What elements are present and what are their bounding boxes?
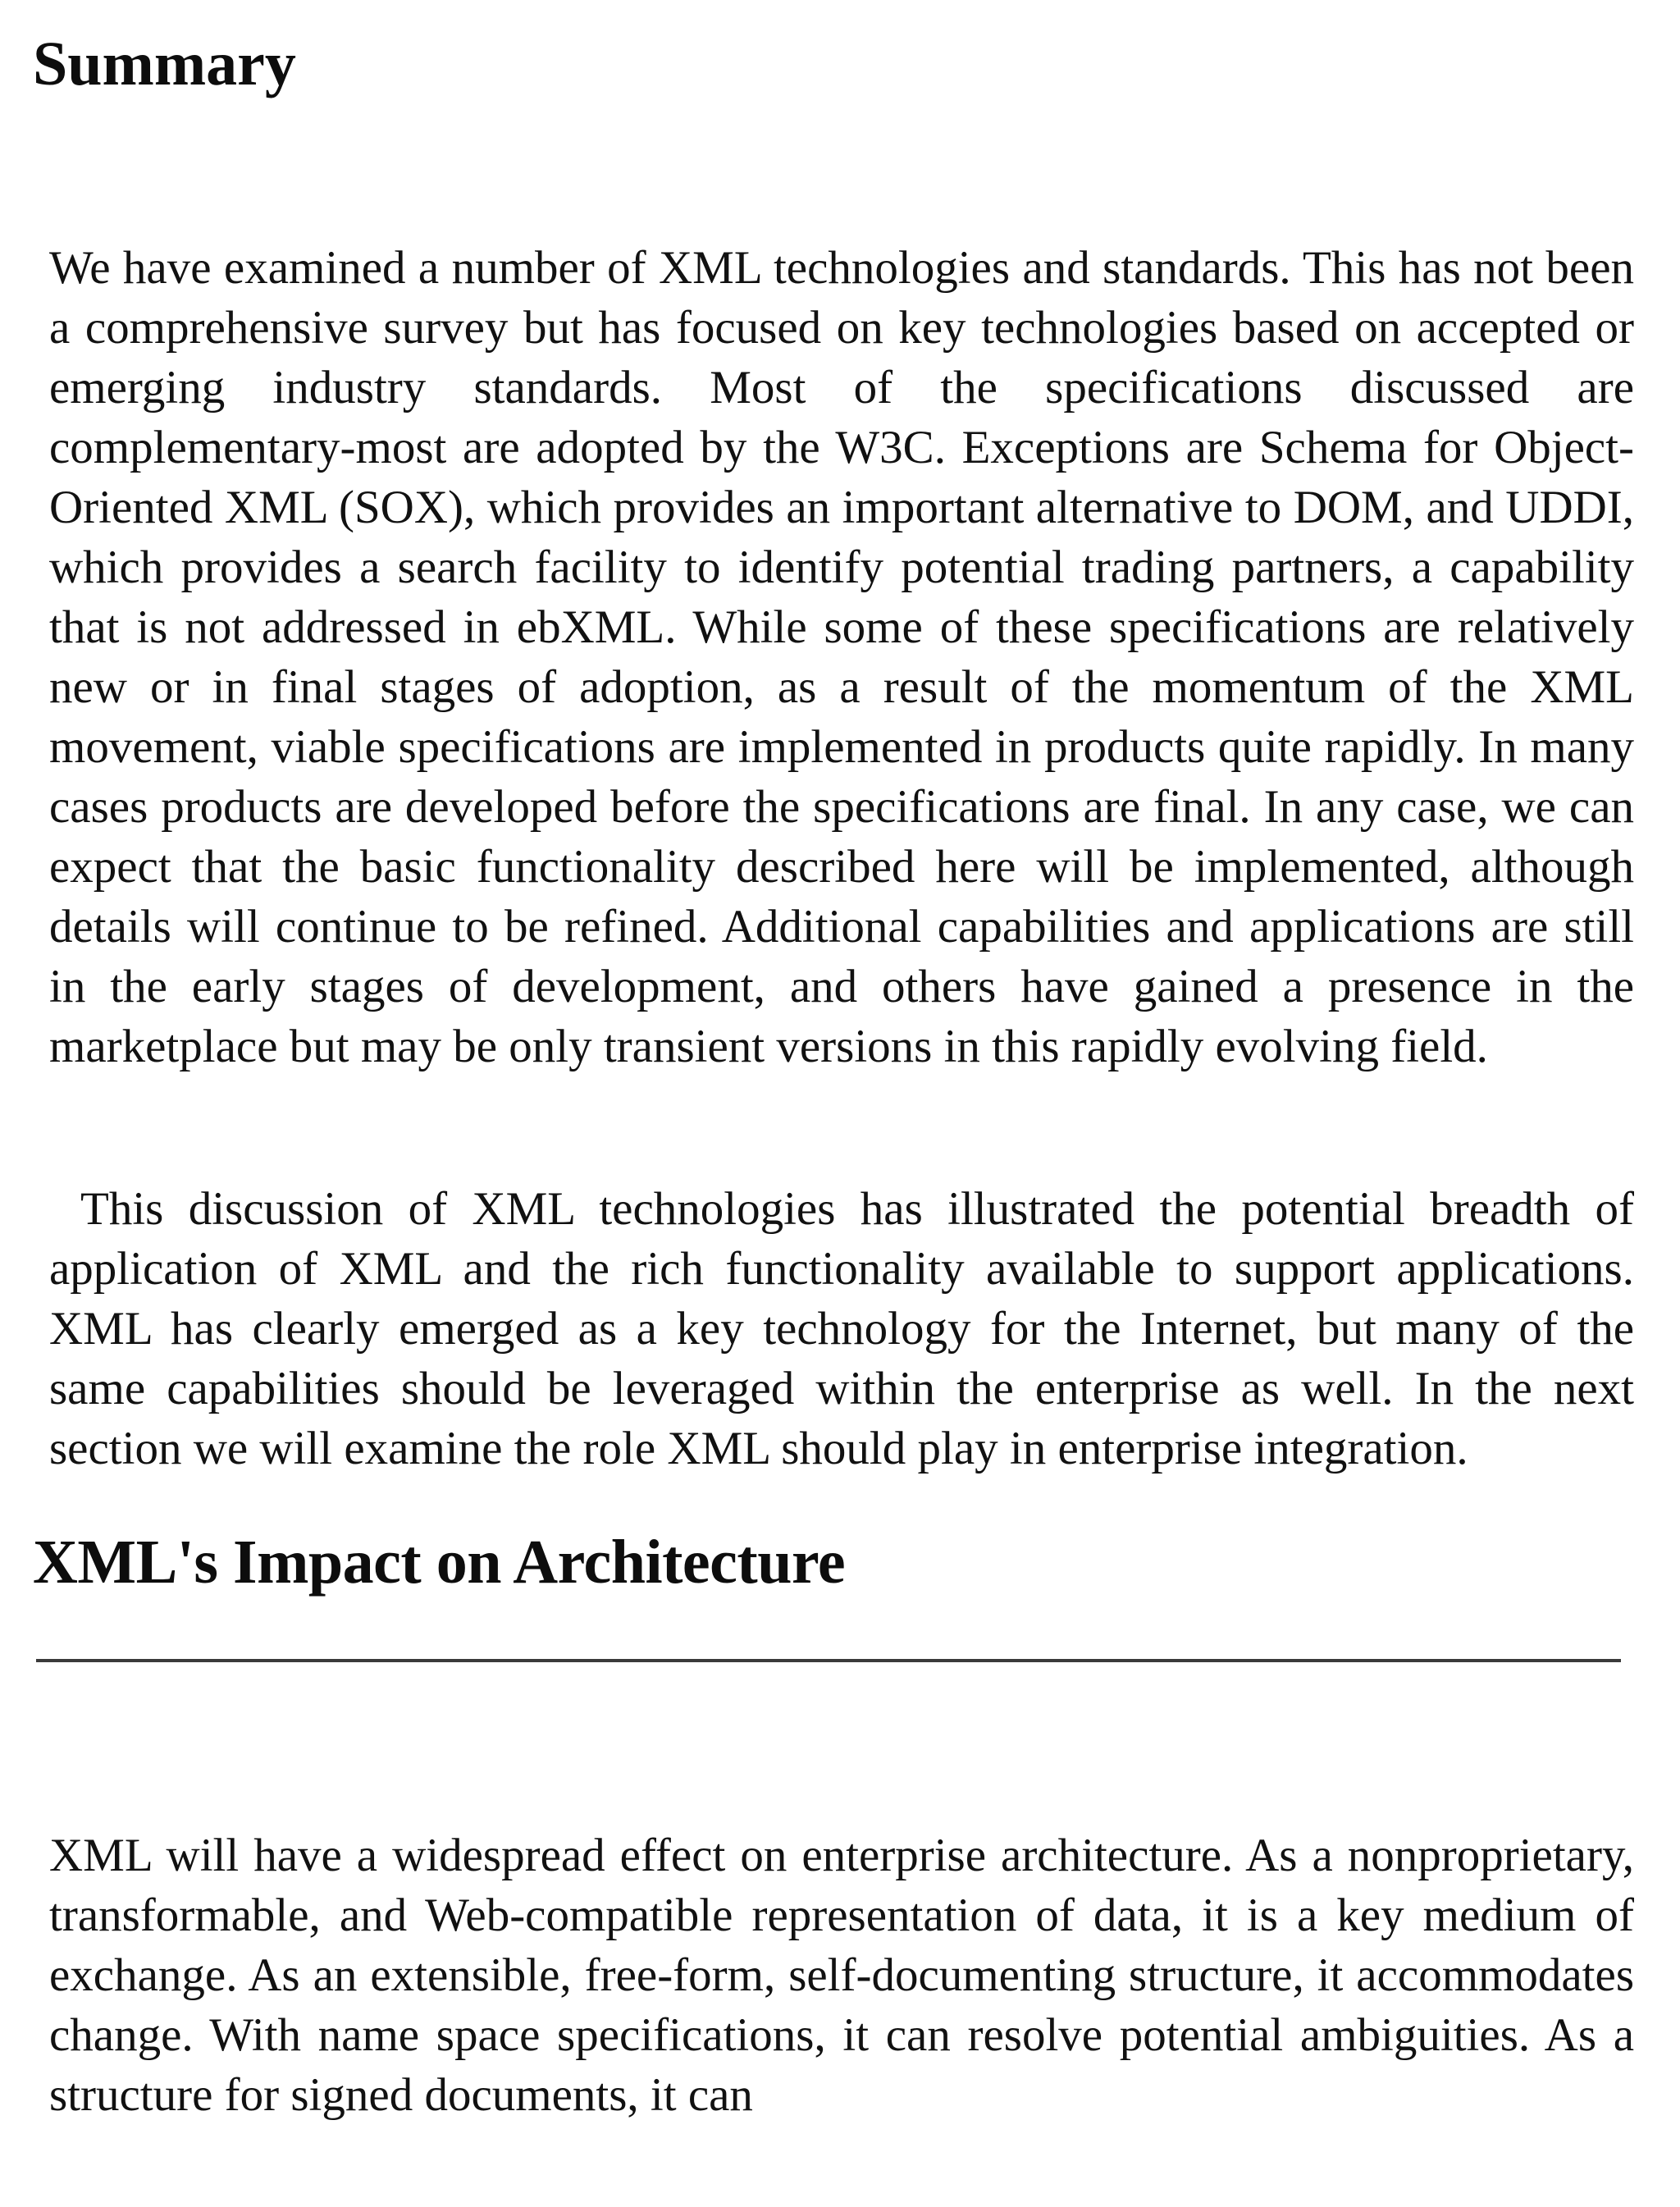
section-title-summary: Summary bbox=[33, 30, 296, 98]
impact-paragraph-1: XML will have a widespread effect on enterprise architecture. As a nonproprietary, transformable, and Web-compatible representation of data, it is a key medium of exchange. As an extensible, free-form, self-documenting structure, it accommodates change. With name space specifications, it can resolve potential ambiguities. As a structure for signed documents, it can bbox=[49, 1830, 1634, 2121]
summary-paragraph-1: We have examined a number of XML technologies and standards. This has not been a comprehensive survey but has focused on key technologies based on accepted or emerging industry standards. Most of the specifications discussed are complementary-most are adopted by the W3C. Exceptions are Schema for Object-Oriented XML (SOX), which provides an important alternative to DOM, and UDDI, which provides a search facility to identify potential trading partners, a capability that is not addressed in ebXML. While some of these specifications are relatively new or in final stages of adoption, as a result of the momentum of the XML movement, viable specifications are implemented in products quite rapidly. In many cases products are developed before the specifications are final. In any case, we can expect that the basic functionality described here will be implemented, although details will continue to be refined. Additional capabilities and applications are still in the early stages of development, and others have gained a presence in the marketplace but may be only transient versions in this rapidly evolving field. bbox=[49, 242, 1634, 1072]
section-divider bbox=[36, 1659, 1621, 1662]
section-title-impact-on-architecture: XML's Impact on Architecture bbox=[33, 1528, 846, 1597]
summary-paragraph-2: This discussion of XML technologies has illustrated the potential breadth of application of XML and the rich functionality available to support applications. XML has clearly emerged as a key technology for the Internet, but many of the same capabilities should be leveraged within the enterprise as well. In the next section we will examine the role XML should play in enterprise integration. bbox=[49, 1183, 1634, 1474]
